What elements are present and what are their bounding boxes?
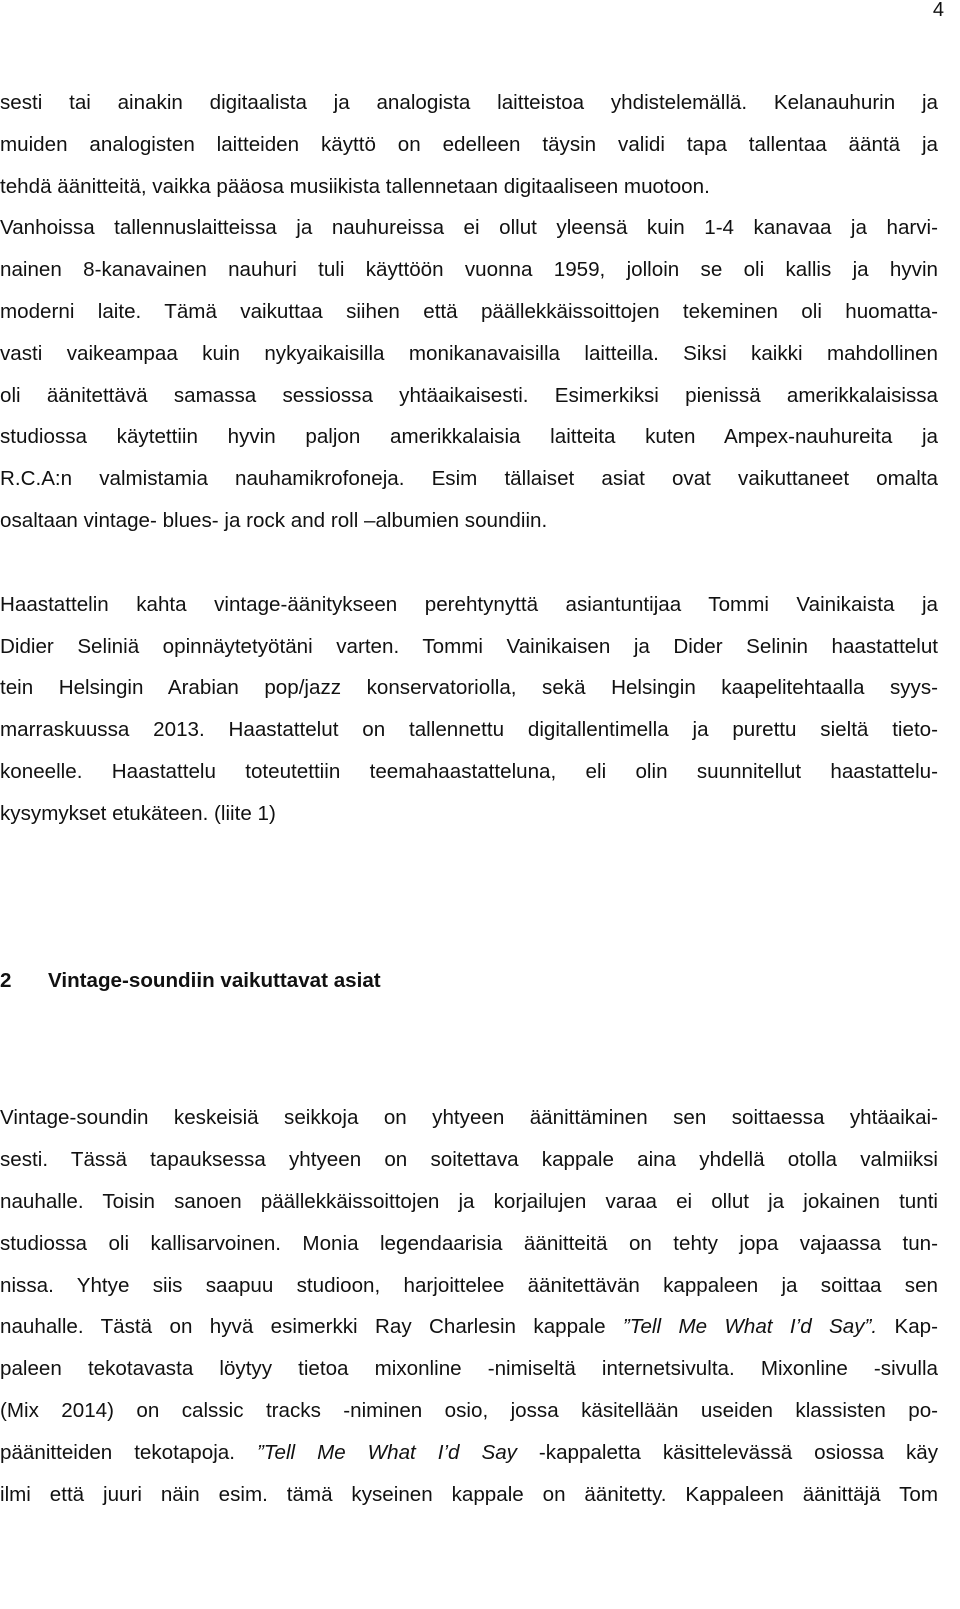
paragraph-vintage-sound xyxy=(0,1097,938,1515)
text-line: nainen 8-kanavainen nauhuri tuli käyttöön vuonna 1959, jolloin se oli kallis ja hyvin xyxy=(0,258,938,282)
text-line: nauhalle. Toisin sanoen päällekkäissoittojen ja korjailujen varaa ei ollut ja jokainen tunti xyxy=(0,1189,938,1213)
paragraph-old-recorders xyxy=(0,207,938,541)
text-line: kysymykset etukäteen. (liite 1) xyxy=(0,801,276,825)
text-line: moderni laite. Tämä vaikuttaa siihen että päällekkäissoittojen tekeminen oli huomatta- xyxy=(0,299,938,323)
page-number: 4 xyxy=(932,0,944,21)
paragraph-intro-continued xyxy=(0,82,938,207)
paragraph-spacer xyxy=(0,542,938,584)
text-line: marraskuussa 2013. Haastattelut on tallennettu digitallentimella ja purettu sieltä tieto- xyxy=(0,718,938,742)
text-line: Vintage-soundin keskeisiä seikkoja on yhtyeen äänittäminen sen soittaessa yhtäaikai- xyxy=(0,1106,938,1130)
song-title: ”Tell Me What I’d Say”. xyxy=(622,1315,878,1339)
text-line: ilmi että juuri näin esim. tämä kyseinen kappale on äänitetty. Kappaleen äänittäjä Tom xyxy=(0,1482,938,1506)
song-title: ”Tell Me What I’d Say xyxy=(256,1440,517,1464)
paragraph-interviews xyxy=(0,584,938,835)
text-segment: päänitteiden tekotapoja. xyxy=(0,1440,257,1464)
text-line: sesti tai ainakin digitaalista ja analogista laitteistoa yhdistelemällä. Kelanauhurin ja xyxy=(0,91,938,114)
text-line: osaltaan vintage- blues- ja rock and roll –albumien soundiin. xyxy=(0,508,548,532)
text-line: nissa. Yhtye siis saapuu studioon, harjoittelee äänitettävän kappaleen ja soittaa sen xyxy=(0,1273,938,1297)
text-line: vasti vaikeampaa kuin nykyaikaisilla monikanavaisilla laitteilla. Siksi kaikki mahdollinen xyxy=(0,341,938,365)
text-line xyxy=(0,1306,938,1348)
section-spacer xyxy=(0,1001,938,1097)
text-line: tehdä äänitteitä, vaikka pääosa musiikista tallennetaan digitaaliseen muotoon. xyxy=(0,174,710,198)
text-line: Haastattelin kahta vintage-äänitykseen perehtynyttä asiantuntijaa Tommi Vainikaista ja xyxy=(0,592,938,616)
section-number: 2 xyxy=(0,968,12,992)
text-line: sesti. Tässä tapauksessa yhtyeen on soitettava kappale aina yhdellä otolla valmiiksi xyxy=(0,1148,938,1172)
text-line: paleen tekotavasta löytyy tietoa mixonline -nimiseltä internetsivulta. Mixonline -sivulla xyxy=(0,1357,938,1381)
text-line: Didier Seliniä opinnäytetyötäni varten. Tommi Vainikaisen ja Dider Selinin haastattelut xyxy=(0,634,938,658)
section-heading xyxy=(0,960,938,1002)
text-line: oli äänitettävä samassa sessiossa yhtäaikaisesti. Esimerkiksi pienissä amerikkalaisissa xyxy=(0,383,938,407)
section-title: Vintage-soundiin vaikuttavat asiat xyxy=(48,968,381,992)
text-line: studiossa käytettiin hyvin paljon amerikkalaisia laitteita kuten Ampex-nauhureita ja xyxy=(0,425,938,449)
text-line: studiossa oli kallisarvoinen. Monia legendaarisia äänitteitä on tehty jopa vajaassa tun- xyxy=(0,1231,938,1255)
text-segment: Kap- xyxy=(877,1315,938,1339)
text-line: R.C.A:n valmistamia nauhamikrofoneja. Esim tällaiset asiat ovat vaikuttaneet omalta xyxy=(0,467,938,491)
text-segment: -kappaletta käsittelevässä osiossa käy xyxy=(516,1440,938,1464)
text-line: Vanhoissa tallennuslaitteissa ja nauhureissa ei ollut yleensä kuin 1-4 kanavaa ja harvi- xyxy=(0,216,938,240)
text-line: koneelle. Haastattelu toteutettiin teemahaastatteluna, eli olin suunnitellut haastattelu- xyxy=(0,759,938,783)
text-line xyxy=(0,1432,938,1474)
text-segment: nauhalle. Tästä on hyvä esimerkki Ray Charlesin kappale xyxy=(0,1315,623,1339)
text-line: tein Helsingin Arabian pop/jazz konservatoriolla, sekä Helsingin kaapelitehtaalla syys- xyxy=(0,676,938,700)
text-line: muiden analogisten laitteiden käyttö on edelleen täysin validi tapa tallentaa ääntä ja xyxy=(0,132,938,156)
document-body xyxy=(0,82,938,1515)
text-line: (Mix 2014) on calssic tracks -niminen osio, jossa käsitellään useiden klassisten po- xyxy=(0,1398,938,1422)
section-spacer xyxy=(0,835,938,960)
